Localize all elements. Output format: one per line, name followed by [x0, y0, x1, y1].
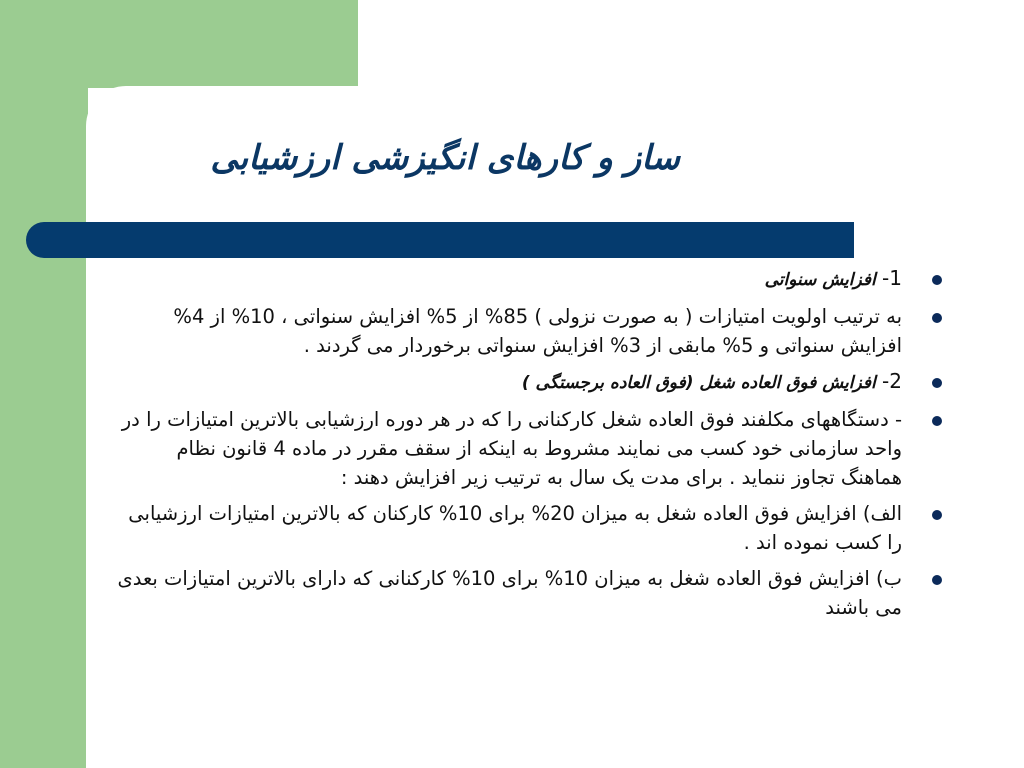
bullet-item — [112, 302, 950, 360]
bullet-item — [112, 499, 950, 557]
bullet-dot-icon — [932, 510, 942, 520]
title-underline-bar — [26, 222, 854, 258]
bullet-text: ب) افزایش فوق العاده شغل به میزان 10% برای 10% کارکنانی که دارای بالاترین امتیازات بعدی می باشند — [117, 567, 902, 619]
slide-title: ساز و کارهای انگیزشی ارزشیابی — [210, 138, 680, 178]
bullet-number: 1- — [875, 266, 902, 290]
bullet-item — [112, 405, 950, 492]
bullet-text: افزایش فوق العاده شغل (فوق العاده برجستگی ) — [521, 373, 876, 393]
bullet-text: الف) افزایش فوق العاده شغل به میزان 20% برای 10% کارکنان که بالاترین امتیازات ارزشیابی را کسب نموده اند . — [128, 502, 902, 554]
green-left-band — [0, 0, 88, 768]
bullet-item — [112, 564, 950, 622]
bullet-dot-icon — [932, 378, 942, 388]
bullet-dot-icon — [932, 275, 942, 285]
bullet-dot-icon — [932, 575, 942, 585]
bullet-item — [112, 264, 950, 295]
bullet-dot-icon — [932, 416, 942, 426]
bullet-dot-icon — [932, 313, 942, 323]
bullet-number: 2- — [875, 369, 902, 393]
bullet-text: - دستگاههای مکلفند فوق العاده شغل کارکنانی را که در هر دوره ارزشیابی بالاترین امتیازات را در واحد سازمانی خود کسب می نمایند مشروط به اینکه از سقف مقرر در ماده 4 قانون نظام هماهنگ تجاوز ننماید . برای مدت یک سال به ترتیب زیر افزایش دهند : — [121, 408, 902, 489]
bullet-list — [112, 264, 950, 629]
bullet-item — [112, 367, 950, 398]
bullet-text: افزایش سنواتی — [764, 270, 876, 290]
bullet-text: به ترتیب اولویت امتیازات ( به صورت نزولی ) 85% از 5% افزایش سنواتی ، 10% از 4% افزایش سنواتی و 5% مابقی از 3% افزایش سنواتی برخوردار می گردند . — [173, 305, 902, 357]
